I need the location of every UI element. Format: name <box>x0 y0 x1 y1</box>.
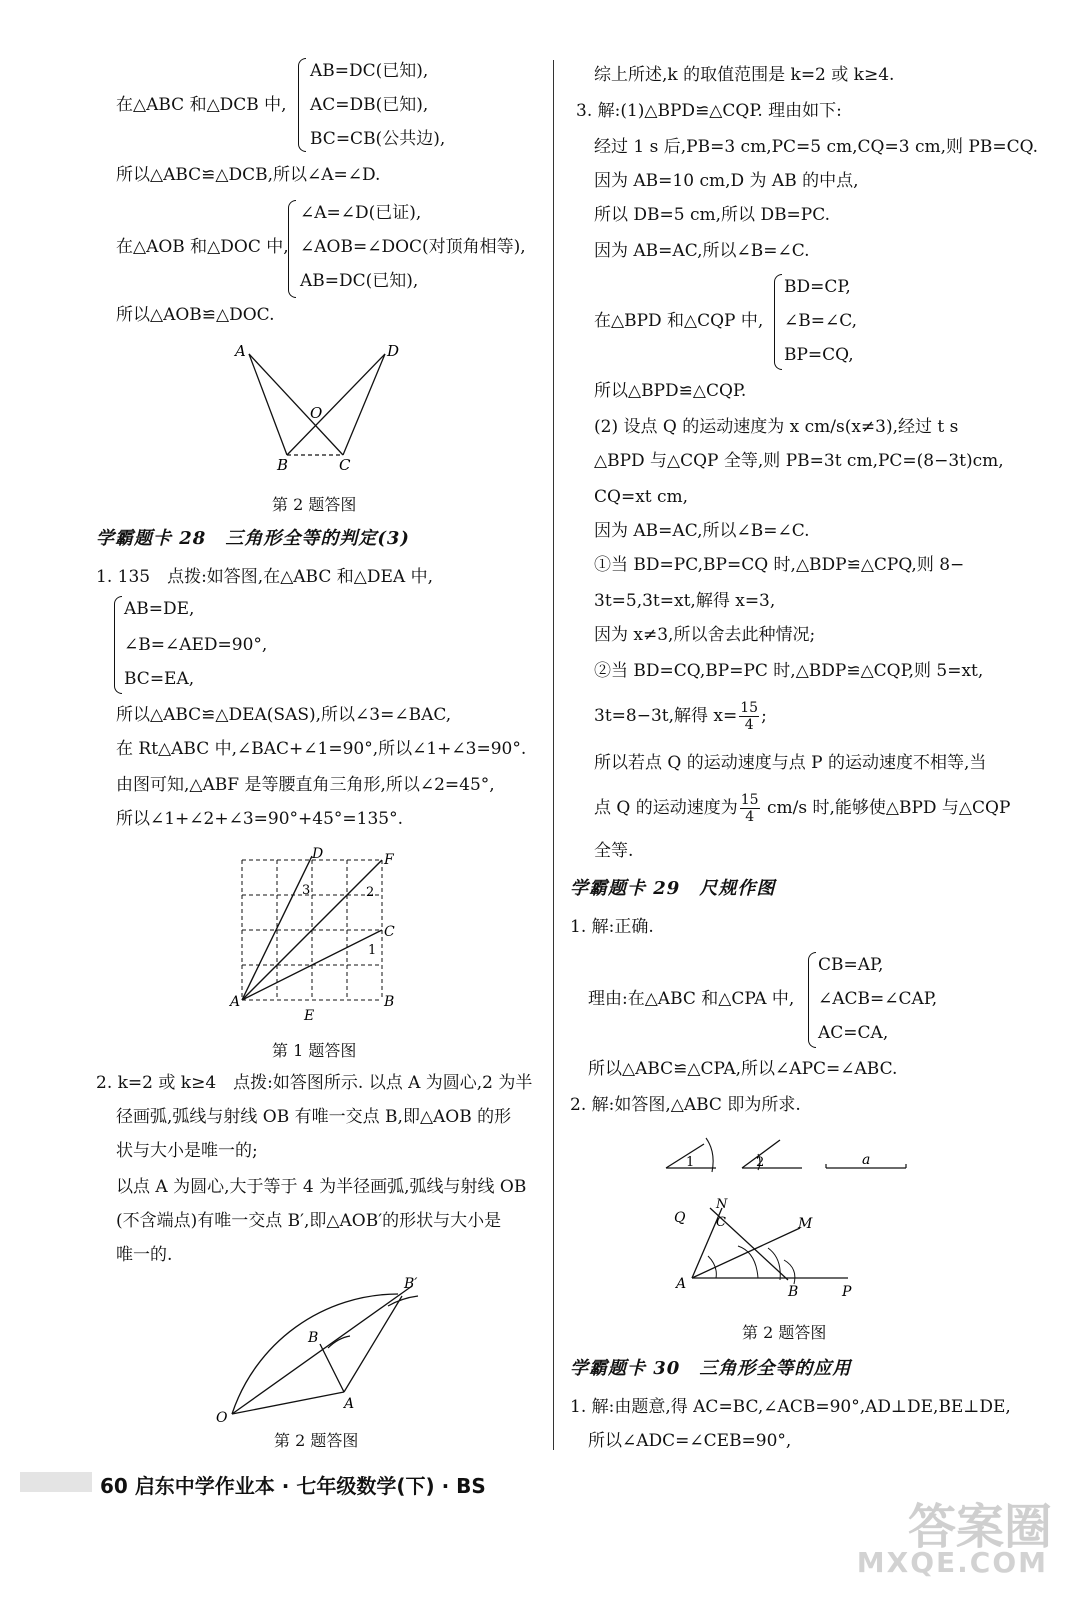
text-fragment: 3t=8−3t,解得 x= <box>594 706 738 726</box>
text-line: 所以△ABC≌△CPA,所以∠APC=∠ABC. <box>588 1059 898 1079</box>
text-line: 在△BPD 和△CQP 中, <box>594 311 764 331</box>
text-line: 综上所述,k 的取值范围是 k=2 或 k≥4. <box>594 65 895 85</box>
text-line: AC=CA, <box>818 1023 889 1043</box>
text-line: AC=DB(已知), <box>310 95 429 115</box>
fraction <box>740 792 760 825</box>
text-line: 唯一的. <box>116 1245 173 1265</box>
text-line: BC=CB(公共边), <box>310 129 446 149</box>
figure-caption: 第 1 题答图 <box>272 1041 357 1060</box>
watermark-url: MXQE.COM <box>856 1546 1048 1579</box>
angle-label: 2 <box>756 1155 765 1170</box>
point-label: C <box>339 456 351 474</box>
text-line: ②当 BD=CQ,BP=PC 时,△BDP≌△CQP,则 5=xt, <box>594 661 984 681</box>
point-label: O <box>310 404 323 422</box>
text-line: 3. 解:(1)△BPD≌△CQP. 理由如下: <box>576 101 842 121</box>
fraction-denominator: 4 <box>745 809 755 825</box>
text-fragment: cm/s 时,能够使△BPD 与△CQP <box>761 798 1011 818</box>
text-line: 全等. <box>594 841 634 861</box>
point-label: D <box>312 846 324 862</box>
text-line: 理由:在△ABC 和△CPA 中, <box>588 989 795 1009</box>
text-line: CQ=xt cm, <box>594 487 689 507</box>
figure-arc <box>212 1276 442 1426</box>
brace <box>774 274 782 370</box>
figure-caption: 第 2 题答图 <box>272 495 357 514</box>
point-label: B <box>384 994 395 1010</box>
figure-grid <box>226 842 406 1022</box>
text-line: 状与大小是唯一的; <box>116 1141 258 1161</box>
brace <box>808 952 816 1048</box>
text-line: BC=EA, <box>124 669 195 689</box>
figure-caption: 第 2 题答图 <box>274 1431 359 1450</box>
point-label: A <box>235 342 246 360</box>
point-label: C <box>716 1215 726 1230</box>
text-line: (不含端点)有唯一交点 B′,即△AOB′的形状与大小是 <box>116 1211 502 1231</box>
text-line: 所以△BPD≌△CQP. <box>594 381 747 401</box>
text-line: 在△ABC 和△DCB 中, <box>116 95 287 115</box>
column-divider <box>553 60 554 1450</box>
segment-label: a <box>862 1152 871 1168</box>
angle-label: 1 <box>686 1155 695 1170</box>
text-line: 所以△ABC≌△DEA(SAS),所以∠3=∠BAC, <box>116 705 452 725</box>
point-label: A <box>676 1276 687 1292</box>
point-label: B <box>308 1330 319 1346</box>
text-fragment: ; <box>761 706 767 726</box>
page-number: 60 <box>100 1474 128 1498</box>
text-line: 所以△AOB≌△DOC. <box>116 305 275 325</box>
text-line: 以点 A 为圆心,大于等于 4 为半径画弧,弧线与射线 OB <box>116 1177 527 1197</box>
point-label: P <box>842 1284 852 1300</box>
point-label: N <box>716 1197 728 1212</box>
point-label: D <box>387 342 400 360</box>
text-line: ∠B=∠AED=90°, <box>124 635 268 655</box>
section-heading: 学霸题卡 28 三角形全等的判定(3) <box>96 528 410 549</box>
text-line: 由图可知,△ABF 是等腰直角三角形,所以∠2=45°, <box>116 775 495 795</box>
text-line: AB=DE, <box>124 599 195 619</box>
section-heading: 学霸题卡 30 三角形全等的应用 <box>570 1358 852 1379</box>
text-line: CB=AP, <box>818 955 884 975</box>
point-label: C <box>384 924 395 940</box>
text-line: AB=DC(已知), <box>310 61 429 81</box>
point-label: F <box>384 852 394 868</box>
point-label: M <box>798 1216 813 1232</box>
brace <box>288 200 296 298</box>
text-line: 经过 1 s 后,PB=3 cm,PC=5 cm,CQ=3 cm,则 PB=CQ. <box>594 137 1039 157</box>
point-label: E <box>304 1008 315 1022</box>
text-line: 1. 135 点拨:如答图,在△ABC 和△DEA 中, <box>96 567 433 587</box>
text-line: 在 Rt△ABC 中,∠BAC+∠1=90°,所以∠1+∠3=90°. <box>116 739 527 759</box>
math-line <box>594 792 1010 825</box>
text-fragment: 点 Q 的运动速度为 <box>594 798 738 818</box>
section-heading: 学霸题卡 29 尺规作图 <box>570 878 776 899</box>
text-line: ∠A=∠D(已证), <box>300 203 422 223</box>
text-line: 因为 AB=AC,所以∠B=∠C. <box>594 241 810 261</box>
text-line: 3t=5,3t=xt,解得 x=3, <box>594 591 776 611</box>
watermark-logo: 答案圈 <box>907 1499 1052 1555</box>
text-line: 所以∠ADC=∠CEB=90°, <box>588 1431 792 1451</box>
text-line: 因为 AB=AC,所以∠B=∠C. <box>594 521 810 541</box>
angle-label: 2 <box>366 885 375 900</box>
fraction-denominator: 4 <box>744 717 754 733</box>
point-label: A <box>230 994 241 1010</box>
text-line: 径画弧,弧线与射线 OB 有唯一交点 B,即△AOB 的形 <box>116 1107 512 1127</box>
figure-construction <box>658 1128 918 1308</box>
text-line: 所以若点 Q 的运动速度与点 P 的运动速度不相等,当 <box>594 753 987 773</box>
brace <box>298 58 306 152</box>
fraction <box>739 700 759 733</box>
point-label: O <box>216 1410 228 1426</box>
point-label: A <box>344 1396 355 1412</box>
point-label: B <box>788 1284 799 1300</box>
text-line: ①当 BD=PC,BP=CQ 时,△BDP≌△CPQ,则 8− <box>594 555 965 575</box>
figure-bowtie <box>225 338 415 478</box>
text-line: 所以△ABC≌△DCB,所以∠A=∠D. <box>116 165 381 185</box>
angle-label: 3 <box>302 883 311 898</box>
point-label: B <box>277 456 289 474</box>
text-line: ∠B=∠C, <box>784 311 858 331</box>
text-line: 所以∠1+∠2+∠3=90°+45°=135°. <box>116 809 404 829</box>
text-line: 2. k=2 或 k≥4 点拨:如答图所示. 以点 A 为圆心,2 为半 <box>96 1073 533 1093</box>
math-line <box>594 700 767 733</box>
text-line: 2. 解:如答图,△ABC 即为所求. <box>570 1095 801 1115</box>
figure-caption: 第 2 题答图 <box>742 1323 827 1342</box>
text-line: BP=CQ, <box>784 345 854 365</box>
text-line: ∠ACB=∠CAP, <box>818 989 938 1009</box>
text-line: 所以 DB=5 cm,所以 DB=PC. <box>594 205 831 225</box>
text-line: 1. 解:由题意,得 AC=BC,∠ACB=90°,AD⊥DE,BE⊥DE, <box>570 1397 1011 1417</box>
fraction-numerator: 15 <box>740 792 759 808</box>
angle-label: 1 <box>368 943 377 958</box>
page-footer <box>20 1470 486 1499</box>
text-line: 因为 AB=10 cm,D 为 AB 的中点, <box>594 171 859 191</box>
text-line: 在△AOB 和△DOC 中, <box>116 237 289 257</box>
text-line: 因为 x≠3,所以舍去此种情况; <box>594 625 816 645</box>
text-line: BD=CP, <box>784 277 851 297</box>
book-title: 启东中学作业本 · 七年级数学(下) · BS <box>134 1474 486 1498</box>
text-line: △BPD 与△CQP 全等,则 PB=3t cm,PC=(8−3t)cm, <box>594 451 1004 471</box>
text-line: (2) 设点 Q 的运动速度为 x cm/s(x≠3),经过 t s <box>594 417 959 437</box>
fraction-numerator: 15 <box>740 700 759 716</box>
point-label: B′ <box>404 1276 418 1292</box>
text-line: 1. 解:正确. <box>570 917 654 937</box>
point-label: Q <box>674 1210 686 1226</box>
brace <box>114 596 122 694</box>
text-line: ∠AOB=∠DOC(对顶角相等), <box>300 237 526 257</box>
text-line: AB=DC(已知), <box>300 271 419 291</box>
